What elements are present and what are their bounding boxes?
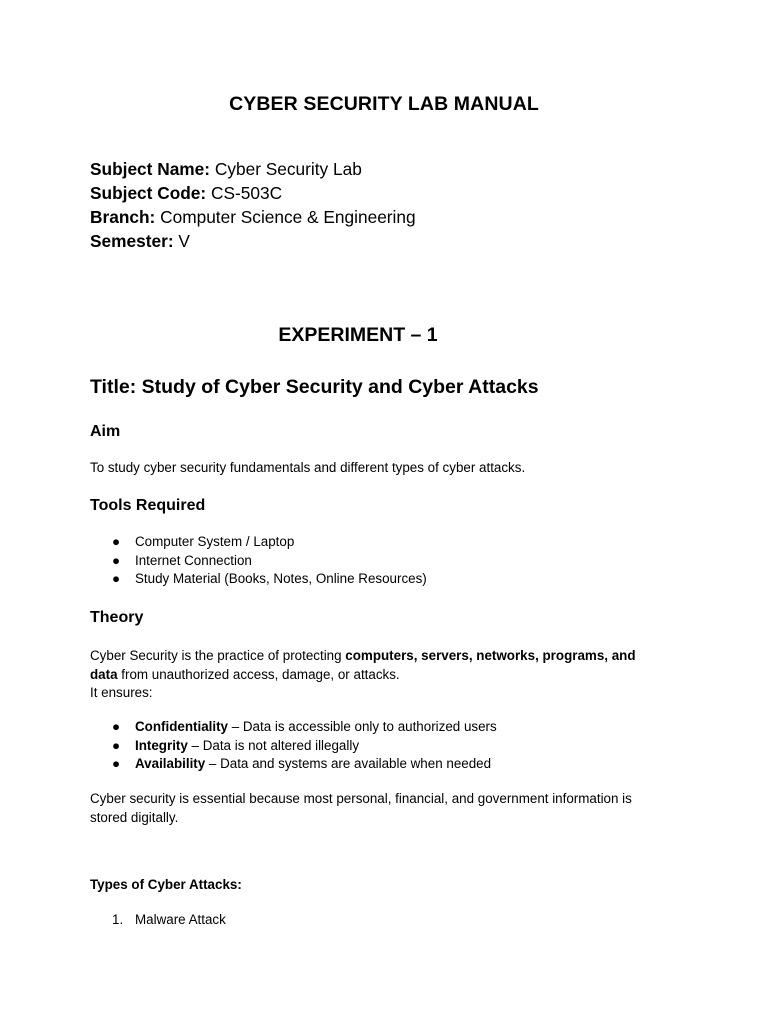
branch-value: Computer Science & Engineering (155, 207, 416, 227)
tool-item-text: Study Material (Books, Notes, Online Resources) (135, 571, 427, 586)
semester-label: Semester: (90, 231, 174, 251)
subject-name-line (90, 157, 362, 181)
theory-heading: Theory (90, 609, 144, 626)
tool-item-text: Internet Connection (135, 552, 252, 568)
bullet-icon: ● (112, 552, 121, 568)
subject-name-value: Cyber Security Lab (210, 159, 362, 179)
attacks-heading: Types of Cyber Attacks: (90, 877, 242, 892)
tool-item-text: Computer System / Laptop (135, 534, 295, 549)
theory-p1-emphasis: data (90, 666, 118, 682)
cia-item-text (135, 755, 491, 774)
cia-term: Integrity (135, 737, 188, 753)
cia-item-text (135, 718, 497, 737)
cia-desc: – Data is not altered illegally (187, 737, 360, 753)
list-number: 1. (112, 912, 124, 927)
attack-item-text: Malware Attack (135, 912, 226, 927)
cia-desc: – Data and systems are available when needed (205, 756, 492, 771)
cia-term: Availability (135, 756, 206, 771)
theory-p1-text: Cyber Security is the practice of protecting (90, 648, 346, 663)
aim-heading: Aim (90, 423, 121, 440)
theory-p1-line-3: It ensures: (90, 685, 153, 700)
bullet-icon: ● (112, 571, 121, 586)
theory-p1-line-2 (90, 666, 636, 685)
theory-p1-line-1 (90, 647, 636, 666)
cia-desc: – Data is accessible only to authorized users (228, 719, 497, 734)
semester-line (90, 229, 190, 253)
cia-term: Confidentiality (135, 719, 228, 734)
theory-p2-line-2: stored digitally. (90, 809, 179, 825)
subject-code-value: CS-503C (206, 183, 283, 203)
document-title: CYBER SECURITY LAB MANUAL (229, 93, 539, 115)
branch-line (90, 205, 416, 229)
theory-paragraph-2 (90, 790, 632, 827)
experiment-heading: EXPERIMENT – 1 (278, 324, 438, 346)
bullet-icon: ● (112, 756, 121, 771)
cia-item-text (135, 737, 359, 756)
theory-paragraph-1 (90, 647, 636, 703)
theory-p1-text: from unauthorized access, damage, or attacks. (117, 666, 400, 682)
branch-label: Branch: (90, 207, 156, 227)
theory-p1-emphasis: computers, servers, networks, programs, and (345, 648, 636, 663)
aim-text: To study cyber security fundamentals and different types of cyber attacks. (90, 460, 526, 475)
subject-code-label: Subject Code: (90, 183, 207, 203)
theory-p2-line-1: Cyber security is essential because most personal, financial, and government information is (90, 791, 632, 806)
bullet-icon: ● (112, 719, 121, 734)
subject-code-line (90, 181, 282, 205)
subject-name-label: Subject Name: (90, 159, 211, 179)
bullet-icon: ● (112, 737, 121, 753)
experiment-title: Title: Study of Cyber Security and Cyber Attacks (90, 376, 539, 398)
tools-heading: Tools Required (90, 497, 206, 514)
bullet-icon: ● (112, 534, 121, 549)
semester-value: V (173, 231, 190, 251)
